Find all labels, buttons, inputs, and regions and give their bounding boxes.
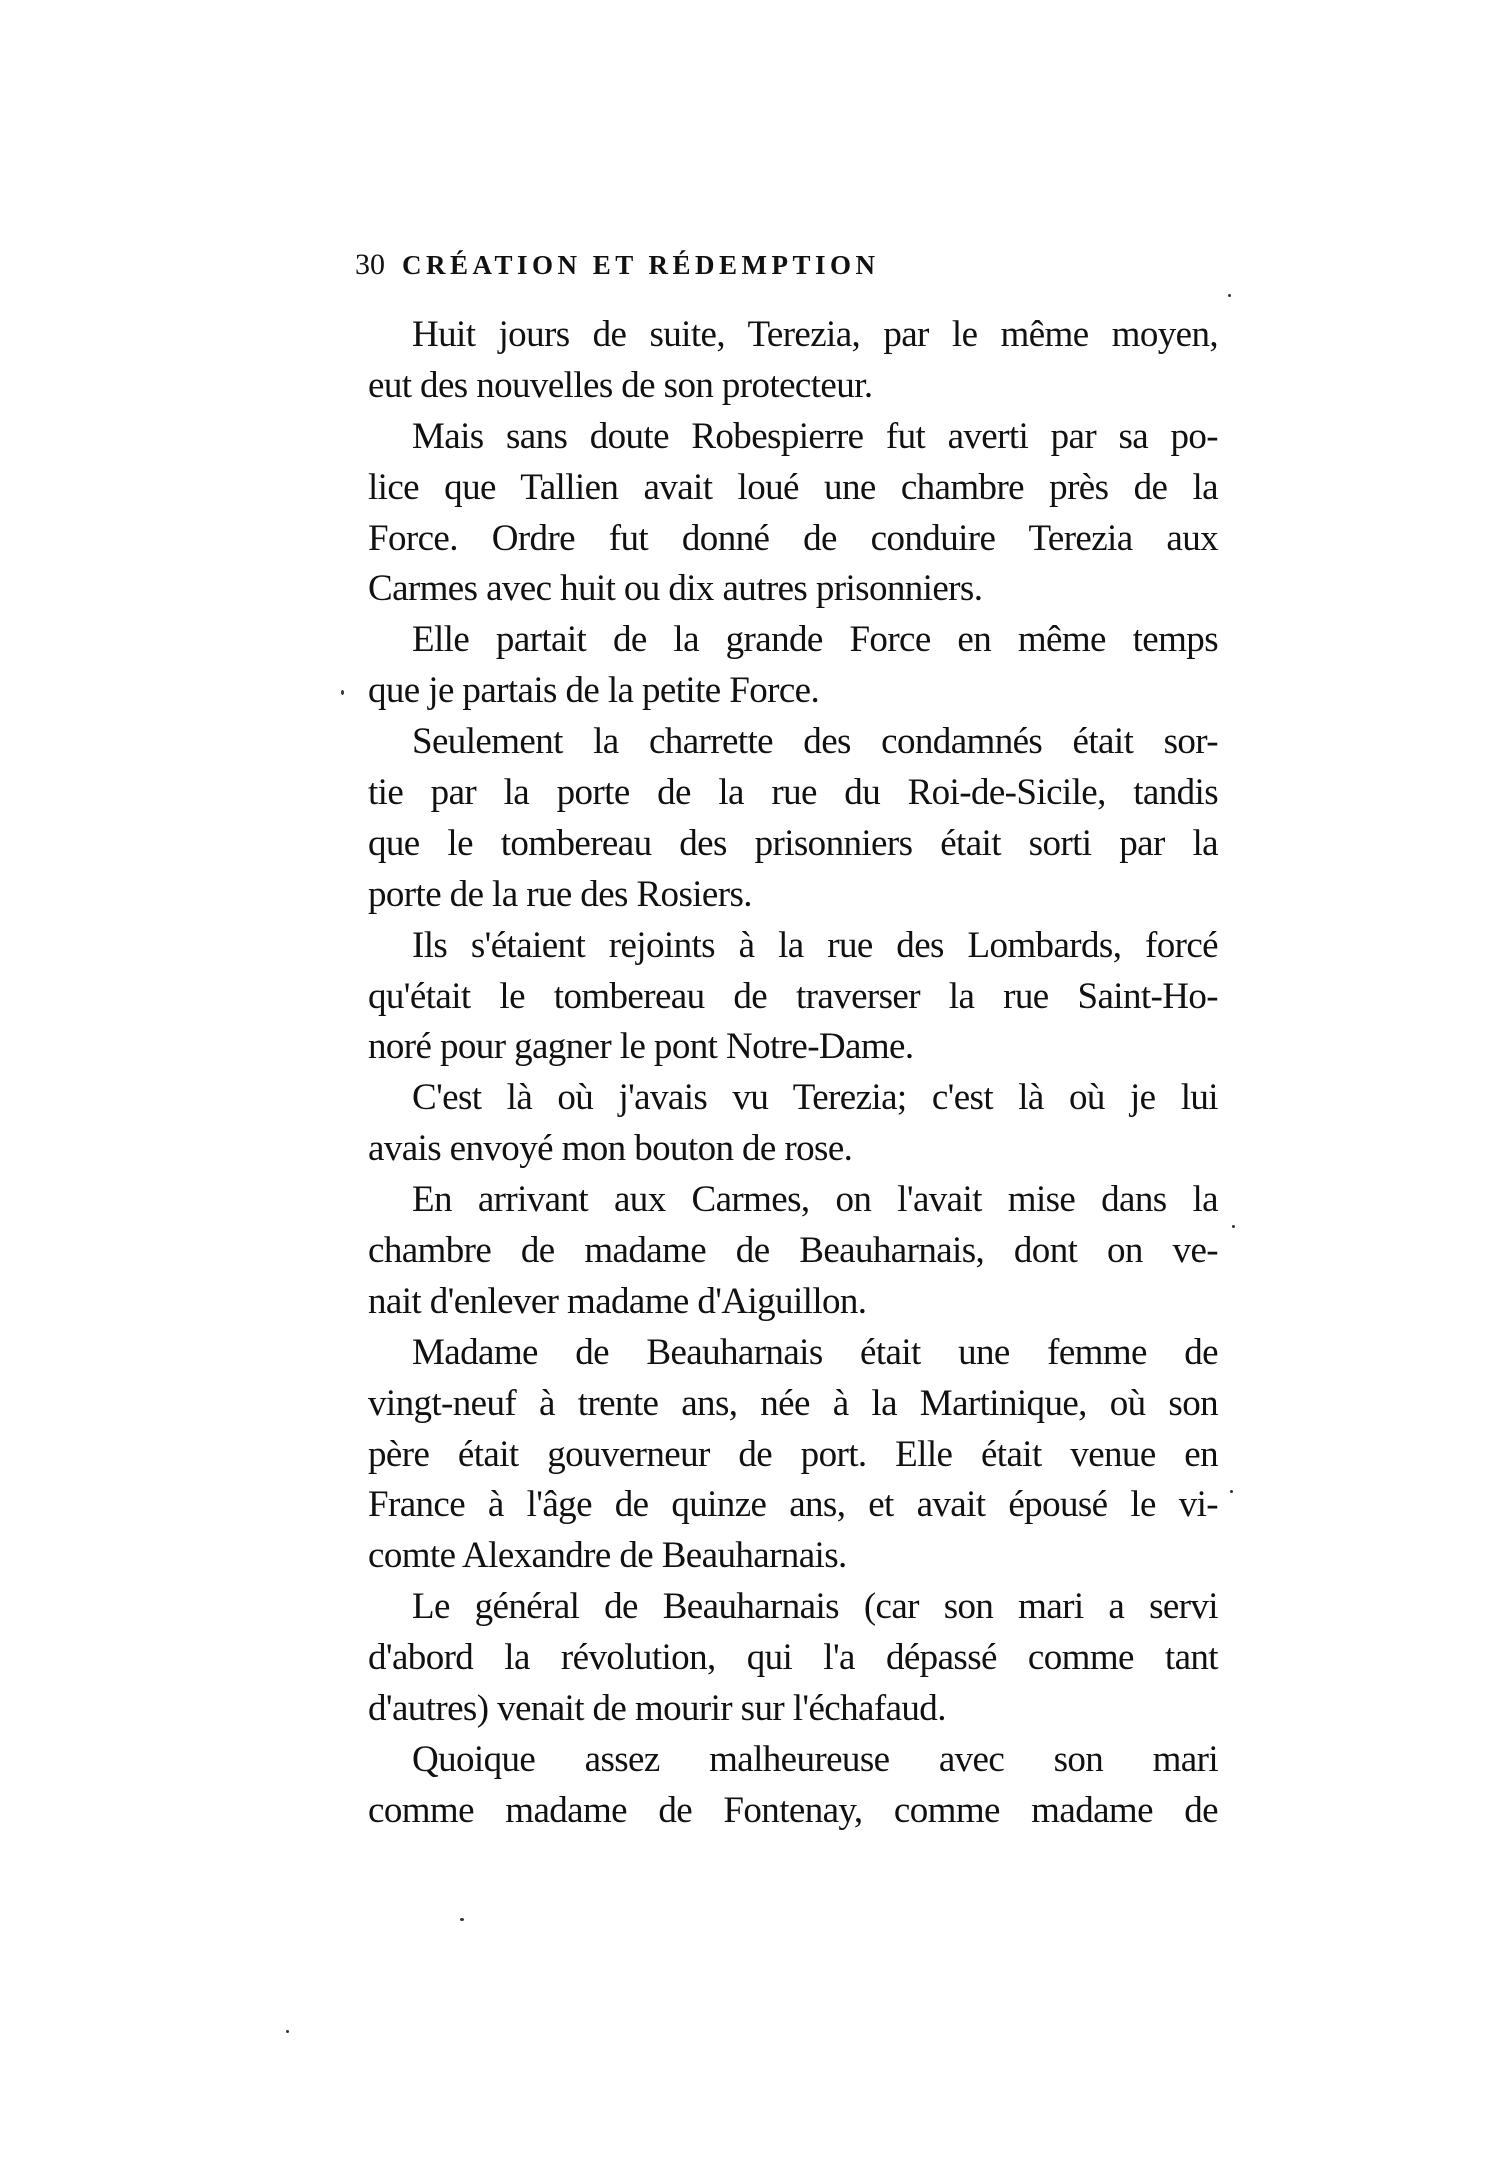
text-line: père était gouverneur de port. Elle était venue en <box>368 1433 1218 1475</box>
running-header <box>355 248 1225 288</box>
text-line: Huit jours de suite, Terezia, par le même moyen, <box>412 314 1218 355</box>
text-line: noré pour gagner le pont Notre-Dame. <box>368 1026 914 1068</box>
page-number: 30 <box>355 248 385 281</box>
scan-speck <box>1228 294 1231 297</box>
text-line: Le général de Beauharnais (car son mari a servi <box>412 1586 1218 1628</box>
text-line: Force. Ordre fut donné de conduire Terezia aux <box>368 517 1218 559</box>
text-line: qu'était le tombereau de traverser la rue Saint-Ho- <box>368 975 1218 1017</box>
running-title: CRÉATION ET RÉDEMPTION <box>402 250 880 280</box>
text-line: C'est là où j'avais vu Terezia; c'est là où je lui <box>412 1077 1218 1119</box>
text-line: tie par la porte de la rue du Roi-de-Sicile, tandis <box>368 772 1218 814</box>
text-line: Mais sans doute Robespierre fut averti par sa po- <box>412 415 1218 457</box>
text-line: que le tombereau des prisonniers était sorti par la <box>368 822 1218 864</box>
text-line: Carmes avec huit ou dix autres prisonniers. <box>368 568 983 610</box>
scan-speck <box>286 2030 289 2033</box>
text-line: nait d'enlever madame d'Aiguillon. <box>368 1280 867 1322</box>
text-line: France à l'âge de quinze ans, et avait épousé le vi- <box>368 1484 1218 1526</box>
text-line: Madame de Beauharnais était une femme de <box>412 1331 1218 1373</box>
text-line: chambre de madame de Beauharnais, dont on ve- <box>368 1230 1218 1272</box>
scan-speck <box>460 1918 464 1921</box>
text-line: Seulement la charrette des condamnés était sor- <box>412 721 1218 763</box>
text-line: comme madame de Fontenay, comme madame de <box>368 1789 1218 1831</box>
text-line: porte de la rue des Rosiers. <box>368 873 752 915</box>
text-line: d'autres) venait de mourir sur l'échafaud. <box>368 1688 946 1730</box>
page-body <box>368 310 1218 1837</box>
text-line: que je partais de la petite Force. <box>368 670 820 712</box>
text-line: d'abord la révolution, qui l'a dépassé comme tant <box>368 1637 1218 1679</box>
text-line: Elle partait de la grande Force en même temps <box>412 619 1218 661</box>
scan-speck <box>1230 1490 1233 1493</box>
text-line: Quoique assez malheureuse avec son mari <box>412 1738 1218 1780</box>
scan-speck <box>341 690 344 695</box>
text-line: En arrivant aux Carmes, on l'avait mise dans la <box>412 1179 1218 1221</box>
text-line: comte Alexandre de Beauharnais. <box>368 1535 847 1577</box>
text-line: lice que Tallien avait loué une chambre près de la <box>368 466 1218 508</box>
scan-speck <box>1232 1225 1235 1228</box>
text-line: vingt-neuf à trente ans, née à la Martinique, où son <box>368 1382 1218 1424</box>
text-line: Ils s'étaient rejoints à la rue des Lombards, forcé <box>412 924 1218 966</box>
text-line: eut des nouvelles de son protecteur. <box>368 364 873 406</box>
text-line: avais envoyé mon bouton de rose. <box>368 1128 853 1170</box>
